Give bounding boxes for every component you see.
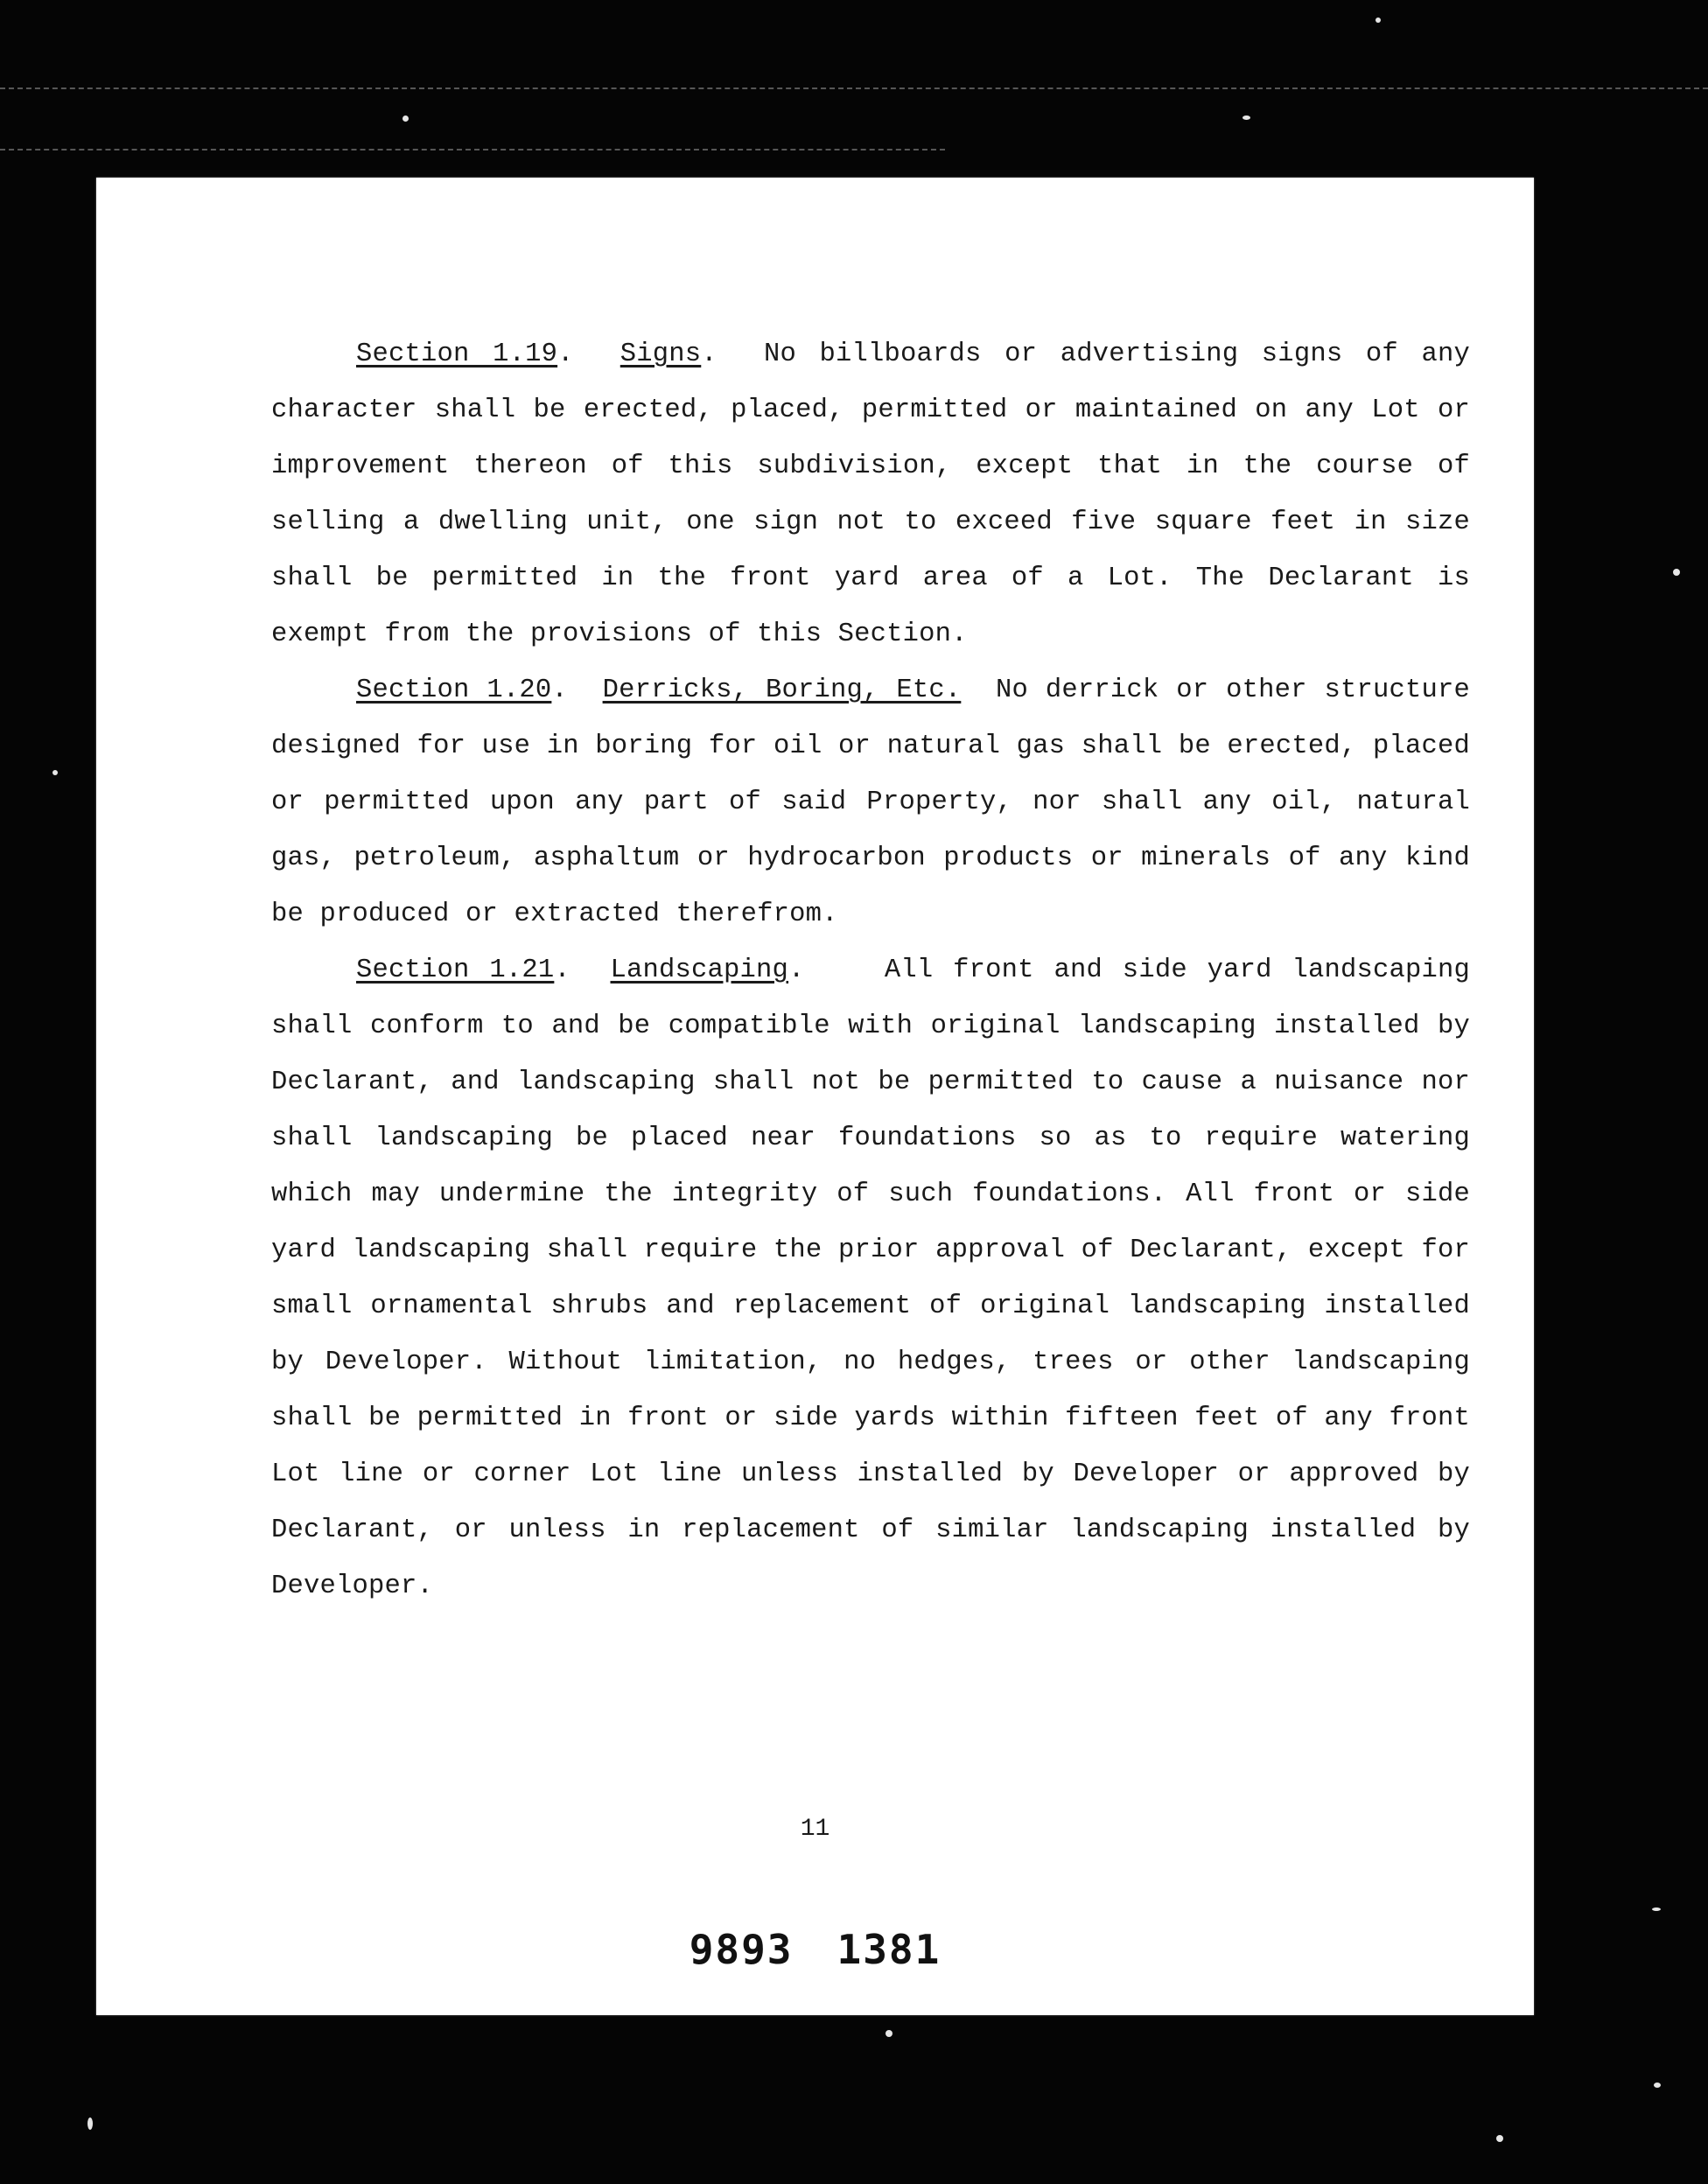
- scan-speck: [88, 2118, 93, 2130]
- scan-speck: [52, 770, 58, 775]
- stamp-right: 1381: [836, 1926, 942, 1973]
- scan-speck: [1652, 1908, 1661, 1911]
- scan-artifact-line: [0, 88, 1708, 89]
- document-page: [96, 178, 1534, 2015]
- section-heading: Section 1.20: [356, 676, 552, 705]
- stamp-left: 9893: [689, 1926, 794, 1973]
- bates-stamp: [96, 1926, 1534, 1973]
- scan-speck: [1496, 2135, 1503, 2142]
- section-text: No derrick or other structure designed for use in boring for oil or natural gas shall be erected, placed or permitted upon any part of said Property, nor shall any oil, natural gas, petroleum, asphaltum or hydrocarbon products or minerals of any kind be produced or extracted therefrom.: [271, 676, 1470, 929]
- section-title: Derricks, Boring, Etc.: [602, 676, 962, 705]
- scan-speck: [1673, 569, 1680, 576]
- scan-artifact-line: [0, 149, 945, 150]
- section-1-20: Section 1.20. Derricks, Boring, Etc. No derrick or other structure designed for use in boring for oil or natural gas shall be erected, placed or permitted upon any part of said Property, nor shall any oil, natural gas, petroleum, asphaltum or hydrocarbon products or minerals of any kind be produced or extracted therefrom.: [271, 676, 1470, 929]
- section-1-19: Section 1.19. Signs. No billboards or advertising signs of any character shall be erected, placed, permitted or maintained on any Lot or improvement thereon of this subdivision, except that in the course of selling a dwelling unit, one sign not to exceed five square feet in size shall be permitted in the front yard area of a Lot. The Declarant is exempt from the provisions of this Section.: [271, 340, 1470, 649]
- section-title: Landscaping: [610, 956, 789, 985]
- scan-speck: [402, 116, 409, 122]
- section-heading: Section 1.19: [356, 340, 558, 369]
- scan-speck: [1376, 18, 1381, 23]
- section-text: No billboards or advertising signs of any character shall be erected, placed, permitted or maintained on any Lot or improvement thereon of this subdivision, except that in the course of selling a dwelling unit, one sign not to exceed five square feet in size shall be permitted in the front yard area of a Lot. The Declarant is exempt from the provisions of this Section.: [271, 340, 1470, 649]
- body-text: [271, 326, 1470, 1614]
- section-text: All front and side yard landscaping shall conform to and be compatible with original landscaping installed by Declarant, and landscaping shall not be permitted to cause a nuisance nor shall landscaping be placed near foundations so as to require watering which may undermine the integrity of such foundations. All front or side yard landscaping shall require the prior approval of Declarant, except for small ornamental shrubs and replacement of original landscaping installed by Developer. Without limitation, no hedges, trees or other landscaping shall be permitted in front or side yards within fifteen feet of any front Lot line or corner Lot line unless installed by Developer or approved by Declarant, or unless in replacement of similar landscaping installed by Developer.: [271, 956, 1471, 1601]
- scan-speck: [1654, 2082, 1661, 2088]
- section-heading: Section 1.21: [356, 956, 555, 985]
- scan-speck: [1242, 116, 1250, 120]
- section-title: Signs: [620, 340, 702, 369]
- scan-speck: [886, 2030, 892, 2037]
- section-1-21: Section 1.21. Landscaping. All front and side yard landscaping shall conform to and be compatible with original landscaping installed by Declarant, and landscaping shall not be permitted to cause a nuisance nor shall landscaping be placed near foundations so as to require watering which may undermine the integrity of such foundations. All front or side yard landscaping shall require the prior approval of Declarant, except for small ornamental shrubs and replacement of original landscaping installed by Developer. Without limitation, no hedges, trees or other landscaping shall be permitted in front or side yards within fifteen feet of any front Lot line or corner Lot line unless installed by Developer or approved by Declarant, or unless in replacement of similar landscaping installed by Developer.: [271, 956, 1471, 1601]
- page-number: 11: [800, 1816, 830, 1843]
